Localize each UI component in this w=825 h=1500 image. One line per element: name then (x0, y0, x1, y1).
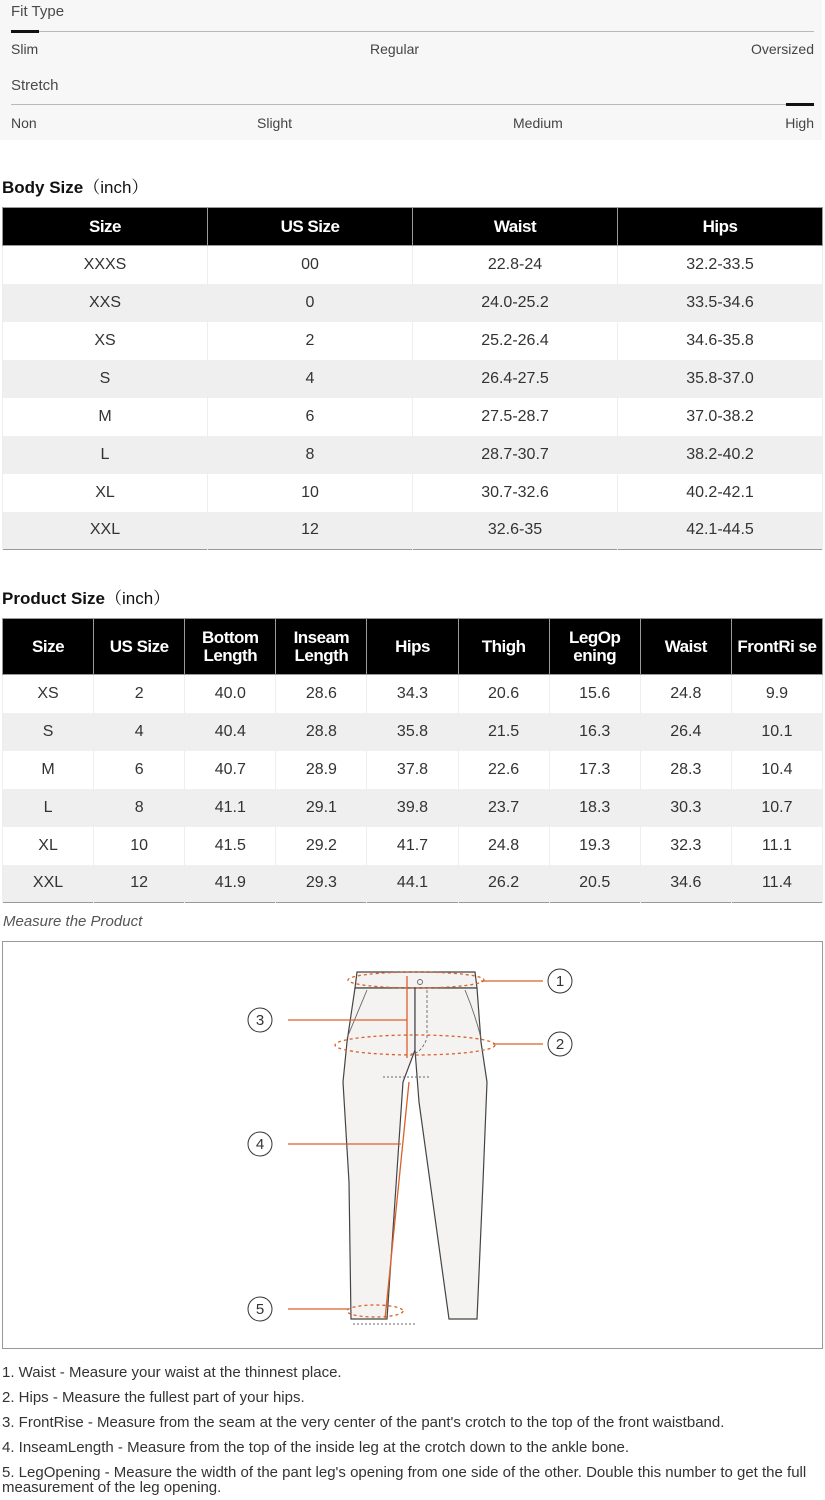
table-cell: 8 (208, 436, 413, 474)
table-cell: M (3, 398, 208, 436)
column-header: Size (3, 619, 94, 675)
column-header: US Size (94, 619, 185, 675)
table-cell: 44.1 (367, 865, 458, 903)
table-cell: 41.1 (185, 789, 276, 827)
callout-4-label: 4 (255, 1136, 265, 1153)
table-cell: 40.7 (185, 751, 276, 789)
table-cell: 10.7 (731, 789, 822, 827)
callout-5-label: 5 (255, 1301, 265, 1318)
table-cell: S (3, 713, 94, 751)
table-cell: 24.0-25.2 (413, 284, 618, 322)
table-cell: 28.9 (276, 751, 367, 789)
table-cell: 29.1 (276, 789, 367, 827)
note-inseam: 4. InseamLength - Measure from the top of the inside leg at the crotch down to the ankle bone. (2, 1439, 630, 1456)
product-size-title (2, 584, 170, 609)
table-cell: 30.3 (640, 789, 731, 827)
table-row (3, 675, 823, 713)
measurement-diagram (2, 941, 823, 1349)
table-cell: 29.3 (276, 865, 367, 903)
table-cell: 8 (94, 789, 185, 827)
table-header-row (3, 619, 823, 675)
table-cell: 33.5-34.6 (618, 284, 823, 322)
table-cell: 41.7 (367, 827, 458, 865)
fit-type-title: Fit Type (11, 3, 65, 20)
fit-option-regular: Regular (370, 41, 420, 57)
table-cell: 25.2-26.4 (413, 322, 618, 360)
table-cell: 32.6-35 (413, 512, 618, 550)
table-cell: 0 (208, 284, 413, 322)
table-row (3, 789, 823, 827)
table-cell: 35.8 (367, 713, 458, 751)
table-cell: XL (3, 827, 94, 865)
column-header: FrontRi se (731, 619, 822, 675)
table-cell: 28.3 (640, 751, 731, 789)
table-cell: 11.1 (731, 827, 822, 865)
table-cell: 15.6 (549, 675, 640, 713)
callout-5 (248, 1297, 272, 1321)
table-cell: 30.7-32.6 (413, 474, 618, 512)
column-header: Thigh (458, 619, 549, 675)
stretch-option-medium: Medium (513, 115, 563, 131)
table-cell: XXL (3, 512, 208, 550)
table-row (3, 284, 823, 322)
table-cell: 28.7-30.7 (413, 436, 618, 474)
table-cell: 4 (208, 360, 413, 398)
table-cell: 28.8 (276, 713, 367, 751)
column-header: LegOp ening (549, 619, 640, 675)
note-hips: 2. Hips - Measure the fullest part of your hips. (2, 1389, 305, 1406)
column-header: Hips (367, 619, 458, 675)
table-cell: 27.5-28.7 (413, 398, 618, 436)
stretch-option-non: Non (11, 115, 37, 131)
stretch-option-high: High (785, 115, 814, 131)
stretch-marker (786, 103, 814, 106)
body-size-table (2, 207, 823, 550)
table-cell: 29.2 (276, 827, 367, 865)
table-cell: 11.4 (731, 865, 822, 903)
table-cell: 22.8-24 (413, 246, 618, 284)
column-header: Waist (640, 619, 731, 675)
table-row (3, 713, 823, 751)
fit-option-slim: Slim (11, 41, 39, 57)
measure-caption: Measure the Product (3, 913, 143, 930)
table-cell: 28.6 (276, 675, 367, 713)
table-cell: 10 (94, 827, 185, 865)
table-cell: 6 (94, 751, 185, 789)
table-header-row (3, 208, 823, 246)
body-size-title-text: Body Size (2, 178, 84, 197)
table-cell: 10.4 (731, 751, 822, 789)
pants-outline (343, 972, 487, 1319)
table-cell: 10.1 (731, 713, 822, 751)
callout-1-label: 1 (555, 973, 565, 990)
note-waist: 1. Waist - Measure your waist at the thinnest place. (2, 1364, 342, 1381)
table-cell: 26.4 (640, 713, 731, 751)
table-row (3, 474, 823, 512)
table-row (3, 246, 823, 284)
table-cell: 40.4 (185, 713, 276, 751)
fit-type-track (11, 31, 814, 32)
table-row (3, 512, 823, 550)
column-header: Inseam Length (276, 619, 367, 675)
left-leg (343, 988, 415, 1319)
body-size-title (2, 173, 148, 198)
table-row (3, 436, 823, 474)
table-row (3, 865, 823, 903)
table-cell: XXS (3, 284, 208, 322)
table-cell: 19.3 (549, 827, 640, 865)
right-leg (415, 988, 487, 1319)
table-cell: 20.5 (549, 865, 640, 903)
table-cell: XXXS (3, 246, 208, 284)
table-cell: 18.3 (549, 789, 640, 827)
table-cell: 17.3 (549, 751, 640, 789)
column-header: Size (3, 208, 208, 246)
table-cell: 22.6 (458, 751, 549, 789)
table-cell: 24.8 (640, 675, 731, 713)
table-cell: 23.7 (458, 789, 549, 827)
stretch-track (11, 104, 814, 105)
stretch-title: Stretch (11, 77, 59, 94)
table-cell: 39.8 (367, 789, 458, 827)
table-cell: 41.5 (185, 827, 276, 865)
callout-3-label: 3 (255, 1012, 265, 1029)
product-size-unit: （inch） (104, 589, 171, 608)
table-cell: 10 (208, 474, 413, 512)
body-size-rows (3, 246, 823, 550)
callout-3 (248, 1008, 272, 1032)
callout-1 (548, 969, 572, 993)
column-header: US Size (208, 208, 413, 246)
table-cell: 32.2-33.5 (618, 246, 823, 284)
table-cell: XS (3, 322, 208, 360)
table-cell: 35.8-37.0 (618, 360, 823, 398)
callout-2 (548, 1032, 572, 1056)
table-cell: 2 (208, 322, 413, 360)
table-cell: 26.4-27.5 (413, 360, 618, 398)
column-header: Bottom Length (185, 619, 276, 675)
table-cell: L (3, 789, 94, 827)
table-cell: 9.9 (731, 675, 822, 713)
table-cell: 32.3 (640, 827, 731, 865)
table-cell: 4 (94, 713, 185, 751)
product-size-title-text: Product Size (2, 589, 105, 608)
stretch-option-slight: Slight (257, 115, 293, 131)
table-cell: 34.6 (640, 865, 731, 903)
table-cell: 40.0 (185, 675, 276, 713)
table-cell: 24.8 (458, 827, 549, 865)
table-cell: 40.2-42.1 (618, 474, 823, 512)
column-header: Waist (413, 208, 618, 246)
table-cell: 34.3 (367, 675, 458, 713)
note-front-rise: 3. FrontRise - Measure from the seam at the very center of the pant's crotch to the top of the front waistband. (2, 1414, 725, 1431)
fit-type-marker (11, 30, 39, 33)
table-cell: 37.8 (367, 751, 458, 789)
table-cell: M (3, 751, 94, 789)
column-header: Hips (618, 208, 823, 246)
body-size-unit: （inch） (83, 178, 149, 197)
table-row (3, 360, 823, 398)
table-cell: 26.2 (458, 865, 549, 903)
note-leg-opening: 5. LegOpening - Measure the width of the pant leg's opening from one side of the other. Double this number to get the full measurement of the leg opening. (2, 1464, 807, 1496)
fit-panel (0, 0, 822, 140)
table-cell: XL (3, 474, 208, 512)
product-size-rows (3, 675, 823, 903)
table-cell: 38.2-40.2 (618, 436, 823, 474)
table-row (3, 751, 823, 789)
table-cell: 16.3 (549, 713, 640, 751)
table-row (3, 827, 823, 865)
table-cell: 12 (94, 865, 185, 903)
pants-illustration (3, 942, 824, 1350)
fit-option-oversized: Oversized (750, 41, 814, 57)
table-cell: 21.5 (458, 713, 549, 751)
table-cell: L (3, 436, 208, 474)
table-cell: 6 (208, 398, 413, 436)
table-cell: 20.6 (458, 675, 549, 713)
table-cell: 00 (208, 246, 413, 284)
table-row (3, 398, 823, 436)
table-row (3, 322, 823, 360)
table-cell: 2 (94, 675, 185, 713)
table-cell: XS (3, 675, 94, 713)
table-cell: S (3, 360, 208, 398)
product-size-table (2, 618, 823, 903)
callout-2-label: 2 (555, 1036, 565, 1053)
table-cell: 34.6-35.8 (618, 322, 823, 360)
callout-4 (248, 1132, 272, 1156)
table-cell: 12 (208, 512, 413, 550)
table-cell: 41.9 (185, 865, 276, 903)
table-cell: 37.0-38.2 (618, 398, 823, 436)
table-cell: 42.1-44.5 (618, 512, 823, 550)
table-cell: XXL (3, 865, 94, 903)
